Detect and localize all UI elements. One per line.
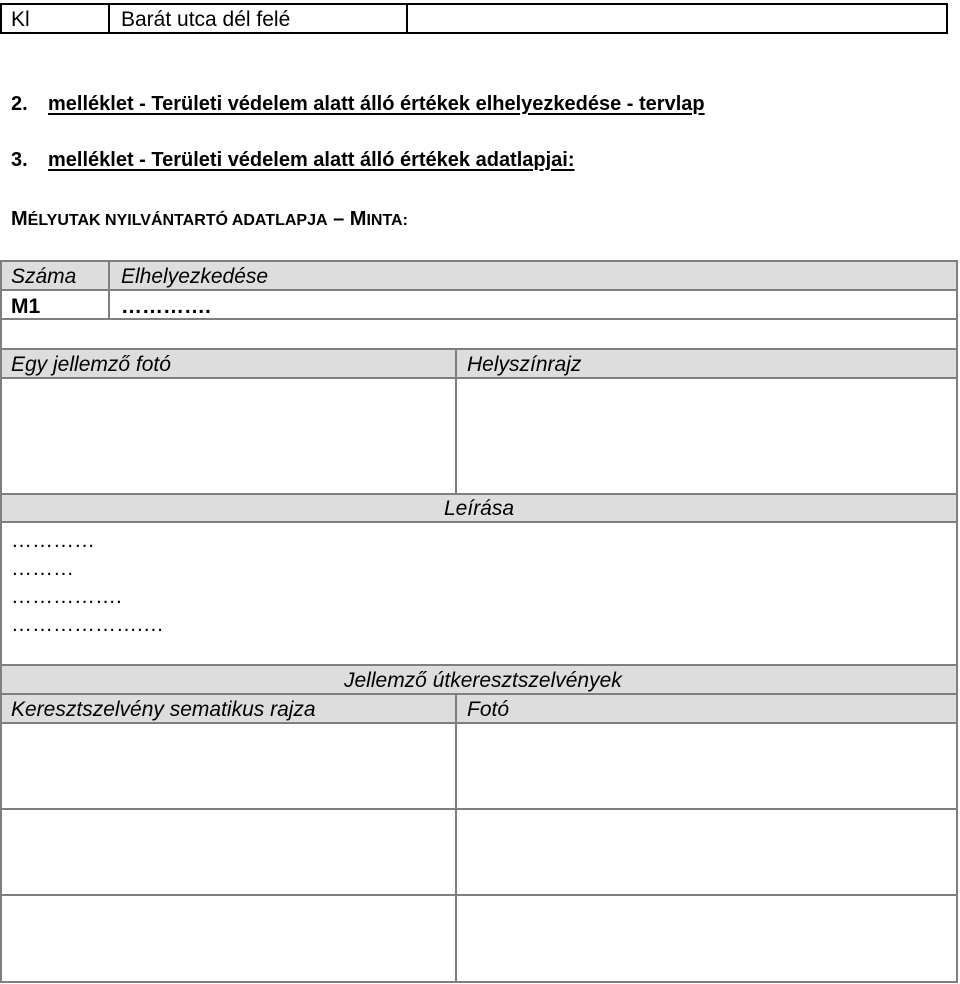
number-label: Száma (11, 265, 77, 288)
top-row-divider-2 (406, 3, 408, 34)
site-plan-label: Helyszínrajz (467, 353, 582, 376)
hline-3 (0, 318, 958, 320)
hline-1 (0, 260, 958, 262)
top-row-border-bottom (0, 32, 948, 34)
location-label: Elhelyezkedése (121, 265, 269, 288)
annex3-heading: melléklet - Területi védelem alatt álló értékek adatlapjai: (48, 149, 575, 171)
hline-9 (0, 693, 958, 695)
hline-8 (0, 664, 958, 666)
hline-11 (0, 808, 958, 810)
vline-number-location (108, 260, 110, 320)
hline-13 (0, 981, 958, 983)
annex3-number: 3. (11, 149, 28, 171)
top-row-cell-1: Kl (11, 8, 30, 31)
hline-2 (0, 289, 958, 291)
description-line-3: ……………. (11, 585, 122, 608)
top-row-divider-1 (108, 3, 110, 34)
description-line-1: ………… (11, 529, 95, 552)
hline-6 (0, 493, 958, 495)
top-row-cell-2: Barát utca dél felé (121, 8, 291, 31)
description-line-4: ……………….… (11, 613, 164, 636)
top-row-border-left (0, 3, 2, 34)
hline-5 (0, 377, 958, 379)
top-row-border-right (946, 3, 948, 34)
hline-4 (0, 348, 958, 350)
annex2-heading: melléklet - Területi védelem alatt álló értékek elhelyezkedése - tervlap (48, 93, 705, 115)
vline-cross-section (455, 693, 457, 983)
description-label: Leírása (444, 497, 515, 520)
photo-label: Egy jellemző fotó (11, 353, 171, 376)
vline-left (0, 260, 2, 983)
hline-7 (0, 521, 958, 523)
vline-right (956, 260, 958, 983)
description-line-2: ……… (11, 557, 74, 580)
cross-section-drawing-label: Keresztszelvény sematikus rajza (11, 698, 316, 721)
vline-photo-siteplan (455, 348, 457, 495)
location-value: …………. (121, 295, 211, 318)
hline-10 (0, 722, 958, 724)
number-value: M1 (11, 295, 41, 318)
annex2-number: 2. (11, 93, 28, 115)
hline-12 (0, 894, 958, 896)
cross-section-photo-label: Fotó (467, 698, 510, 721)
sheet-title: MÉLYUTAK NYILVÁNTARTÓ ADATLAPJA – MINTA: (11, 208, 408, 230)
top-row-border-top (0, 3, 948, 5)
cross-sections-label: Jellemző útkeresztszelvények (344, 669, 622, 692)
